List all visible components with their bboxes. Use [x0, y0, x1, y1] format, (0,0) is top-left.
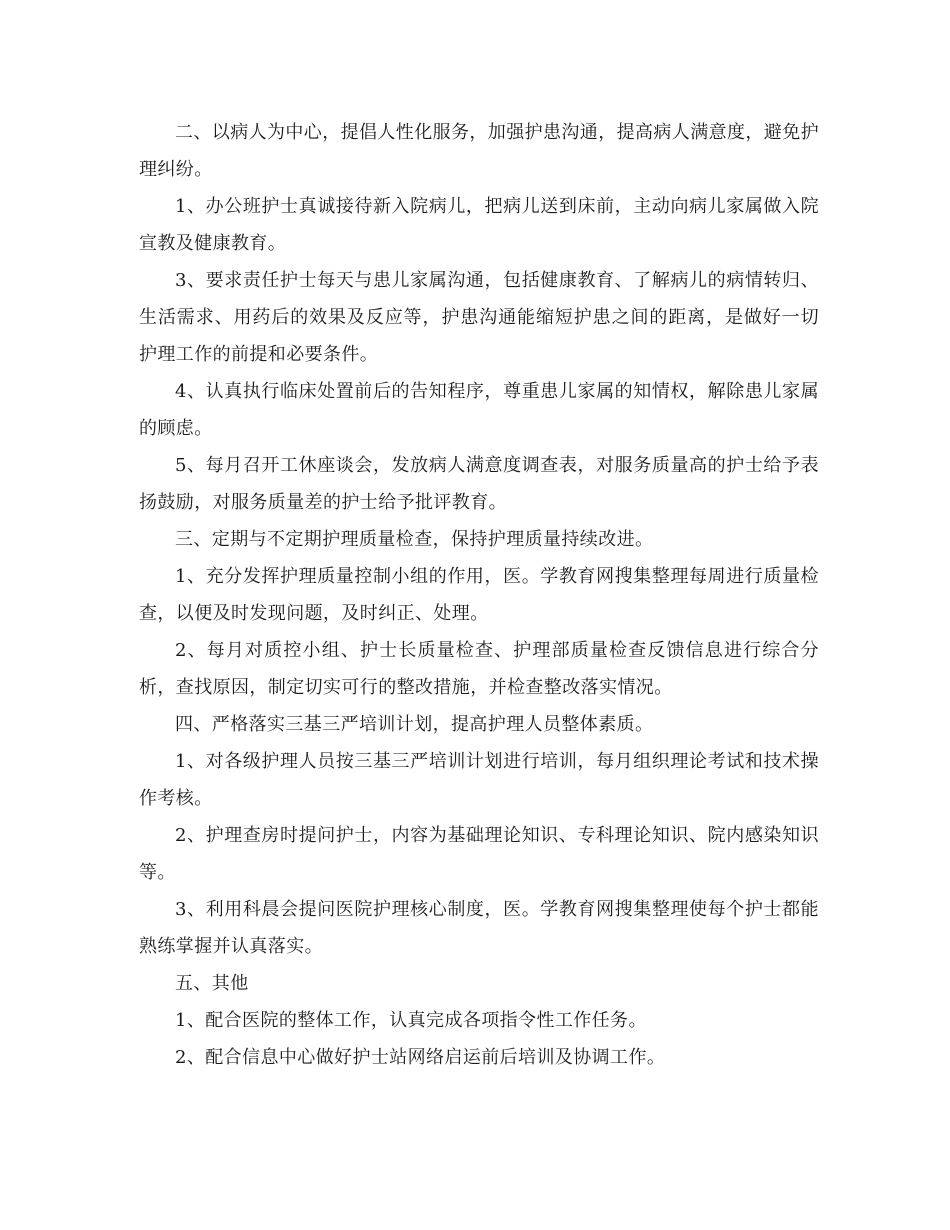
paragraph-item: 1、配合医院的整体工作，认真完成各项指令性工作任务。 — [175, 1010, 647, 1031]
paragraph-item: 4、认真执行临床处置前后的告知程序，尊重患儿家属的知情权，解除患儿家属的顾虑。 — [139, 381, 819, 439]
paragraph-item: 3、利用科晨会提问医院护理核心制度，医。学教育网搜集整理使每个护士都能熟练掌握并认真落实。 — [139, 899, 819, 957]
paragraph-item: 1、对各级护理人员按三基三严培训计划进行培训，每月组织理论考试和技术操作考核。 — [139, 751, 819, 809]
section-heading-4: 四、严格落实三基三严培训计划，提高护理人员整体素质。 — [175, 714, 654, 735]
paragraph-item: 2、护理查房时提问护士，内容为基础理论知识、专科理论知识、院内感染知识等。 — [139, 825, 819, 883]
paragraph-item: 2、配合信息中心做好护士站网络启运前后培训及协调工作。 — [175, 1047, 666, 1068]
section-heading-5: 五、其他 — [175, 973, 249, 994]
paragraph-item: 5、每月召开工休座谈会，发放病人满意度调查表，对服务质量高的护士给予表扬鼓励，对服务质量差的护士给予批评教育。 — [139, 455, 819, 513]
paragraph-item: 3、要求责任护士每天与患儿家属沟通，包括健康教育、了解病儿的病情转归、生活需求、用药后的效果及反应等，护患沟通能缩短护患之间的距离，是做好一切护理工作的前提和必要条件。 — [139, 270, 819, 365]
document-body — [139, 114, 819, 1076]
paragraph-item: 2、每月对质控小组、护士长质量检查、护理部质量检查反馈信息进行综合分析，查找原因，制定切实可行的整改措施，并检查整改落实情况。 — [139, 640, 819, 698]
section-heading-3: 三、定期与不定期护理质量检查，保持护理质量持续改进。 — [175, 529, 654, 550]
paragraph-item: 1、办公班护士真诚接待新入院病儿，把病儿送到床前，主动向病儿家属做入院宣教及健康教育。 — [139, 196, 819, 254]
paragraph-item: 1、充分发挥护理质量控制小组的作用，医。学教育网搜集整理每周进行质量检查，以便及时发现问题，及时纠正、处理。 — [139, 566, 819, 624]
section-heading-2: 二、以病人为中心，提倡人性化服务，加强护患沟通，提高病人满意度，避免护理纠纷。 — [139, 122, 819, 180]
